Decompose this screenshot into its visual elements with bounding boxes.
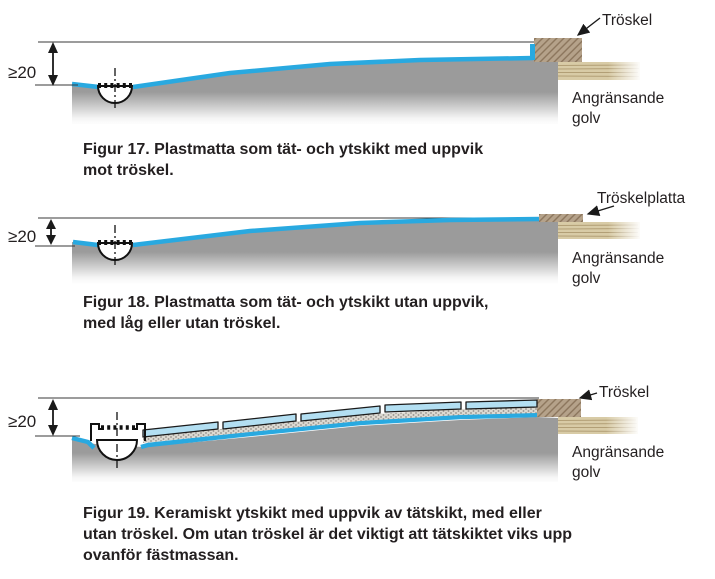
dimension-arrow — [35, 42, 78, 86]
slab-fade — [71, 92, 559, 125]
slab-fade — [71, 252, 559, 284]
slab-fade — [71, 453, 559, 483]
adjacent-floor-label: Angränsande — [572, 250, 665, 267]
dimension-arrow — [35, 399, 80, 436]
dimension-label: ≥20 — [8, 63, 37, 82]
adjacent-floor-label: Angränsande — [572, 444, 665, 461]
threshold-leader-arrow — [580, 393, 597, 398]
caption-line: utan tröskel. Om utan tröskel är det viktigt att tätskiktet viks upp — [83, 526, 573, 543]
wood-floor — [558, 416, 640, 435]
caption-line: Figur 19. Keramiskt ytskikt med uppvik av tätskikt, med eller — [83, 505, 542, 522]
figure-caption — [83, 503, 572, 566]
caption-line: ovanför fästmassan. — [83, 547, 239, 564]
threshold-label: Tröskelplatta — [597, 190, 686, 207]
figur-19-diagram — [0, 360, 715, 500]
adjacent-floor-label: golv — [572, 270, 601, 287]
threshold-leader-arrow — [588, 206, 614, 214]
wood-floor — [558, 221, 642, 240]
caption-line: Figur 18. Plastmatta som tät- och ytskikt utan uppvik, — [83, 294, 489, 311]
threshold-label: Tröskel — [602, 12, 653, 29]
figur-18-diagram — [0, 180, 715, 300]
threshold-block — [534, 38, 582, 62]
membrane-upturn — [530, 44, 535, 60]
adjacent-floor-label: Angränsande — [572, 90, 665, 107]
dimension-label: ≥20 — [8, 227, 37, 246]
caption-line: mot tröskel. — [83, 162, 174, 179]
threshold-block — [537, 399, 581, 417]
figur-17-diagram — [0, 0, 715, 135]
caption-line: med låg eller utan tröskel. — [83, 315, 281, 332]
caption-line: Figur 17. Plastmatta som tät- och ytskikt med uppvik — [83, 141, 484, 158]
threshold-plate — [539, 214, 583, 222]
figure-caption — [83, 139, 483, 181]
wood-floor — [558, 61, 642, 81]
dimension-arrow — [35, 219, 75, 246]
threshold-leader-arrow — [578, 18, 600, 35]
threshold-label: Tröskel — [599, 384, 650, 401]
adjacent-floor-label: golv — [572, 464, 601, 481]
dimension-label: ≥20 — [8, 412, 37, 431]
adjacent-floor-label: golv — [572, 110, 601, 127]
figure-caption — [83, 292, 488, 334]
